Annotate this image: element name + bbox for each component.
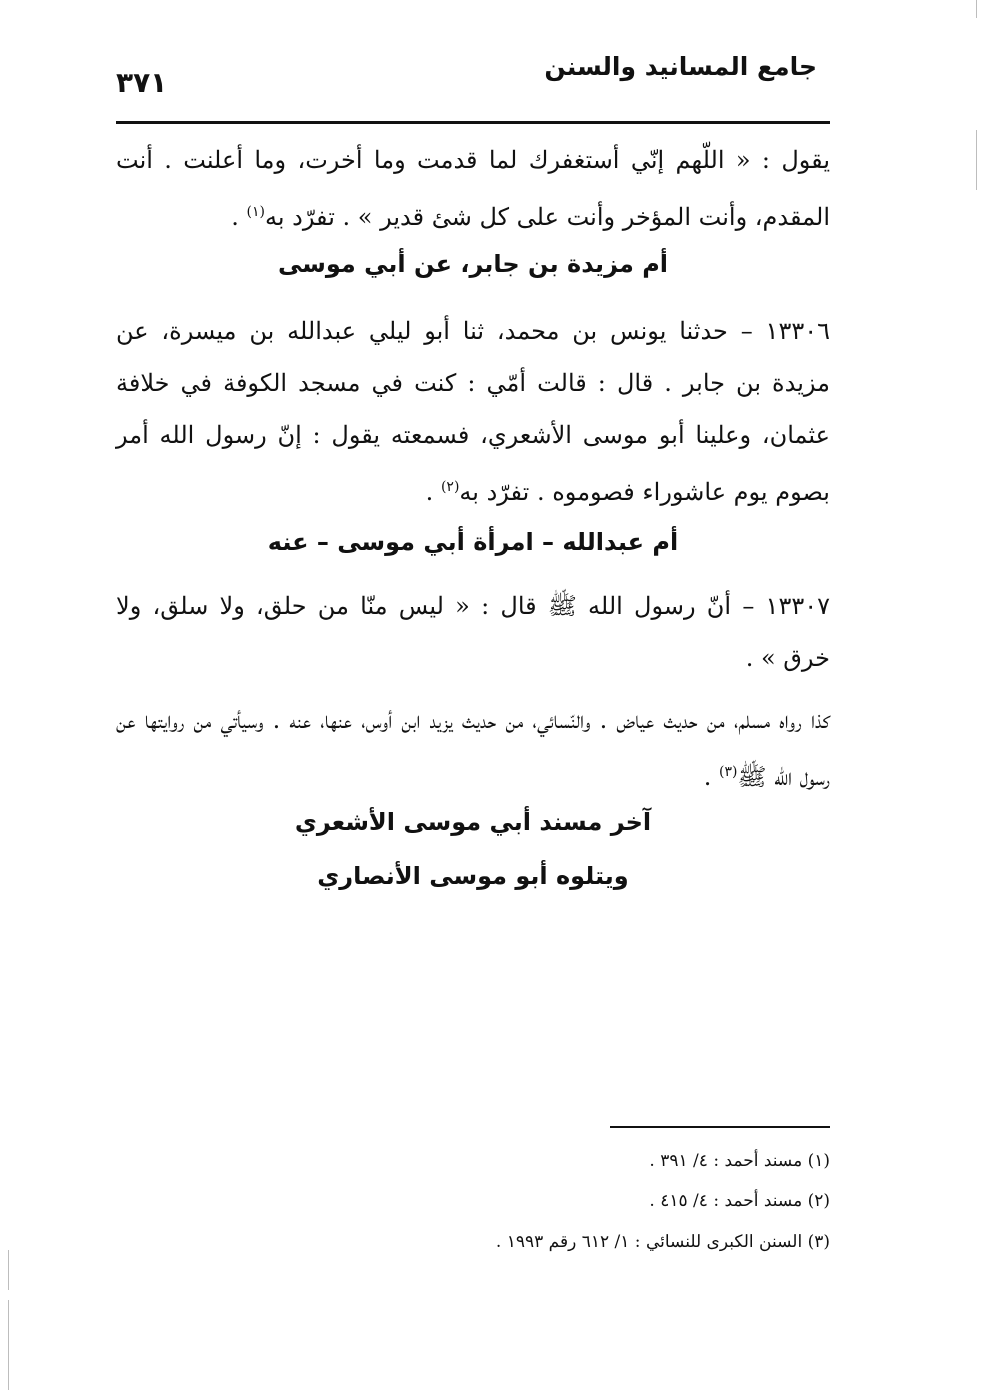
scan-edge-mark <box>976 0 977 18</box>
footnote-separator <box>610 1126 830 1128</box>
commentary-text: كذا رواه مسلم، من حديث عياض . والنّسائي، من حديث يزيد ابن أوس، عنها، عنه . وسيأتي من روايتها عن رسول الله ﷺ <box>116 706 830 791</box>
hadith-13306 <box>116 305 830 518</box>
commentary-tail: . <box>703 763 719 791</box>
footnote-ref-3: (٣) <box>718 764 738 780</box>
scan-edge-mark <box>8 1300 9 1390</box>
footnote-ref-2: (٢) <box>440 479 460 495</box>
intro-text: يقول : « اللّهم إنّي أستغفرك لما قدمت وما أخرت، وما أعلنت . أنت المقدم، وأنت المؤخر وأنت على كل شئ قدير » . تفرّد به <box>116 146 830 231</box>
scan-edge-mark <box>976 130 977 190</box>
footnote-3: (٣) السنن الكبرى للنسائي : ١/ ٦١٢ رقم ١٩٩٣ . <box>495 1232 830 1252</box>
header-rule <box>116 121 830 124</box>
closing-line-1: آخر مسند أبي موسى الأشعري <box>294 808 652 836</box>
footnote-2: (٢) مسند أحمد : ٤/ ٤١٥ . <box>649 1191 830 1211</box>
hadith-13306-tail: . <box>425 478 441 506</box>
hadith-13306-text: ١٣٣٠٦ – حدثنا يونس بن محمد، ثنا أبو ليلي عبدالله بن ميسرة، عن مزيدة بن جابر . قال : قالت أمّي : كنت في مسجد الكوفة في خلافة عثمان، وعلينا أبو موسى الأشعري، فسمعته يقول : إنّ رسول الله أمر بصوم يوم عاشوراء فصوموه . تفرّد به <box>116 317 830 506</box>
section-heading-umm-maziyda: أم مزيدة بن جابر، عن أبي موسى <box>277 250 669 278</box>
intro-paragraph <box>116 134 830 243</box>
section-heading-umm-abdallah: أم عبدالله – امرأة أبي موسى – عنه <box>267 528 679 556</box>
closing-line-2: ويتلوه أبو موسى الأنصاري <box>317 862 629 890</box>
commentary-paragraph <box>116 694 830 803</box>
footnote-1: (١) مسند أحمد : ٤/ ٣٩١ . <box>649 1151 830 1171</box>
intro-tail: . <box>231 203 247 231</box>
hadith-13307 <box>116 580 830 684</box>
running-header-title: جامع المسانيد والسنن <box>544 52 817 81</box>
hadith-13307-text: ١٣٣٠٧ – أنّ رسول الله ﷺ قال : « ليس منّا من حلق، ولا سلق، ولا خرق » . <box>116 592 830 672</box>
scan-edge-mark <box>8 1250 9 1290</box>
footnote-ref-1: (١) <box>246 204 265 220</box>
page-number: ٣٧١ <box>116 66 168 99</box>
